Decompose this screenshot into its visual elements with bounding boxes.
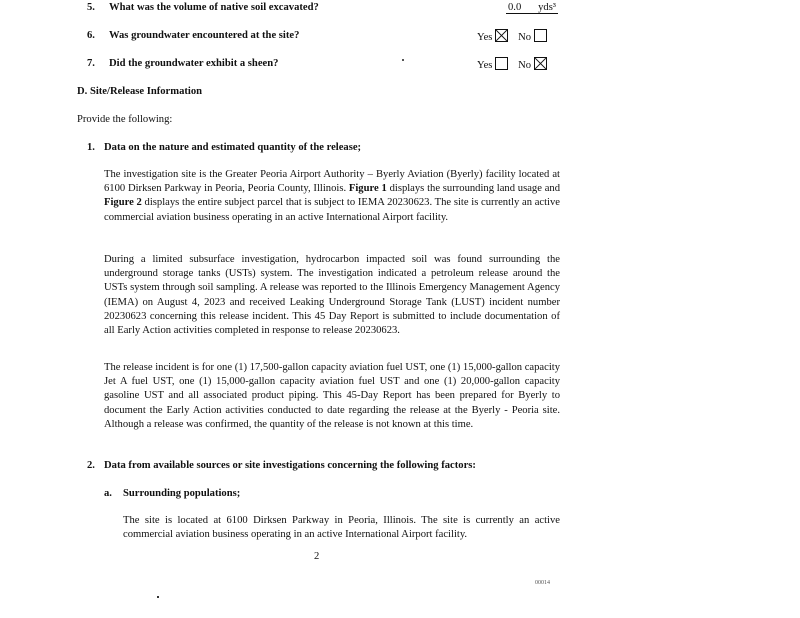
sub-item-a-label: a.: [104, 488, 112, 499]
page-number: 2: [314, 551, 320, 562]
section-d-intro: Provide the following:: [77, 114, 173, 125]
scan-speck: [402, 59, 404, 61]
groundwater-sheen-options: [477, 57, 547, 71]
paragraph-investigation: During a limited subsurface investigation, hydrocarbon impacted soil was found surrounding the underground storage tanks (USTs) system. The investigation indicated a petroleum release around the USTs system through soil sampling. A release was reported to the Illinois Emergency Management Agency (IEMA) on August 4, 2023 and received Leaking Underground Storage Tank (LUST) incident number 20230623 concerning this release incident. This 45 Day Report is submitted to include documentation of all Early Action activities completed in response to release 20230623.: [104, 254, 560, 337]
item-1-number: 1.: [87, 142, 95, 153]
sub-item-a-title: Surrounding populations;: [123, 488, 241, 499]
paragraph-surrounding-populations: The site is located at 6100 Dirksen Parkway in Peoria, Illinois. The site is currently an active commercial aviation business operating in an active International Airport facility.: [123, 515, 560, 541]
question-text: What was the volume of native soil excavated?: [109, 2, 319, 13]
figure-1-reference: Figure 1: [348, 183, 387, 195]
section-d-heading: D. Site/Release Information: [77, 86, 203, 97]
para1-text-a: The investigation site is the Greater Peoria Airport Authority – Byerly Aviation (Byerly) facility located at 6100 Dirksen Parkway in Peoria, Peoria County, Illinois.: [104, 169, 560, 195]
groundwater-encountered-options: [477, 29, 547, 43]
paragraph-release-incident: The release incident is for one (1) 17,500-gallon capacity aviation fuel UST, one (1) 15,000-gallon capacity Jet A fuel UST, one (1) 15,000-gallon capacity aviation fuel UST and one (1) 20,000-gallon capacity gasoline UST and all associated product piping. This 45-Day Report has been prepared for Byerly to document the Early Action activities conducted to date regarding the release at the Byerly - Peoria site. Although a release was confirmed, the quantity of the release is not known at this time.: [104, 362, 560, 430]
item-2-number: 2.: [87, 460, 95, 471]
soil-volume-value: 0.0: [508, 2, 522, 13]
question-text: Did the groundwater exhibit a sheen?: [109, 58, 279, 69]
question-number: 6.: [87, 30, 95, 41]
footer-mark: 00014: [535, 580, 550, 586]
question-6: [87, 30, 299, 41]
paragraph-site-description: [104, 168, 560, 225]
question-5: [87, 2, 319, 13]
item-2-heading: [87, 460, 476, 471]
question-7: [87, 58, 278, 69]
soil-volume-unit: yds³: [538, 2, 556, 13]
item-1-heading: [87, 142, 361, 153]
para1-text-c: displays the entire subject parcel that is subject to IEMA 20230623. The site is currently an active commercial aviation business operating in an active International Airport facility.: [104, 197, 560, 223]
no-label: No: [518, 60, 532, 71]
question-text: Was groundwater encountered at the site?: [109, 30, 300, 41]
yes-label: Yes: [477, 32, 493, 43]
no-checkbox[interactable]: [534, 57, 547, 70]
question-number: 7.: [87, 58, 95, 69]
soil-volume-field: [506, 2, 558, 14]
scan-speck: [157, 596, 159, 598]
figure-2-reference: Figure 2: [104, 197, 142, 209]
question-number: 5.: [87, 2, 95, 13]
item-1-title: Data on the nature and estimated quantity of the release;: [104, 142, 362, 153]
yes-checkbox[interactable]: [495, 29, 508, 42]
no-label: No: [518, 32, 532, 43]
yes-label: Yes: [477, 60, 493, 71]
sub-item-a-heading: [104, 488, 240, 499]
item-2-title: Data from available sources or site investigations concerning the following factors:: [104, 460, 476, 471]
yes-checkbox[interactable]: [495, 57, 508, 70]
no-checkbox[interactable]: [534, 29, 547, 42]
soil-volume-answer: [506, 2, 558, 14]
para1-text-b: displays the surrounding land usage and: [386, 183, 561, 195]
